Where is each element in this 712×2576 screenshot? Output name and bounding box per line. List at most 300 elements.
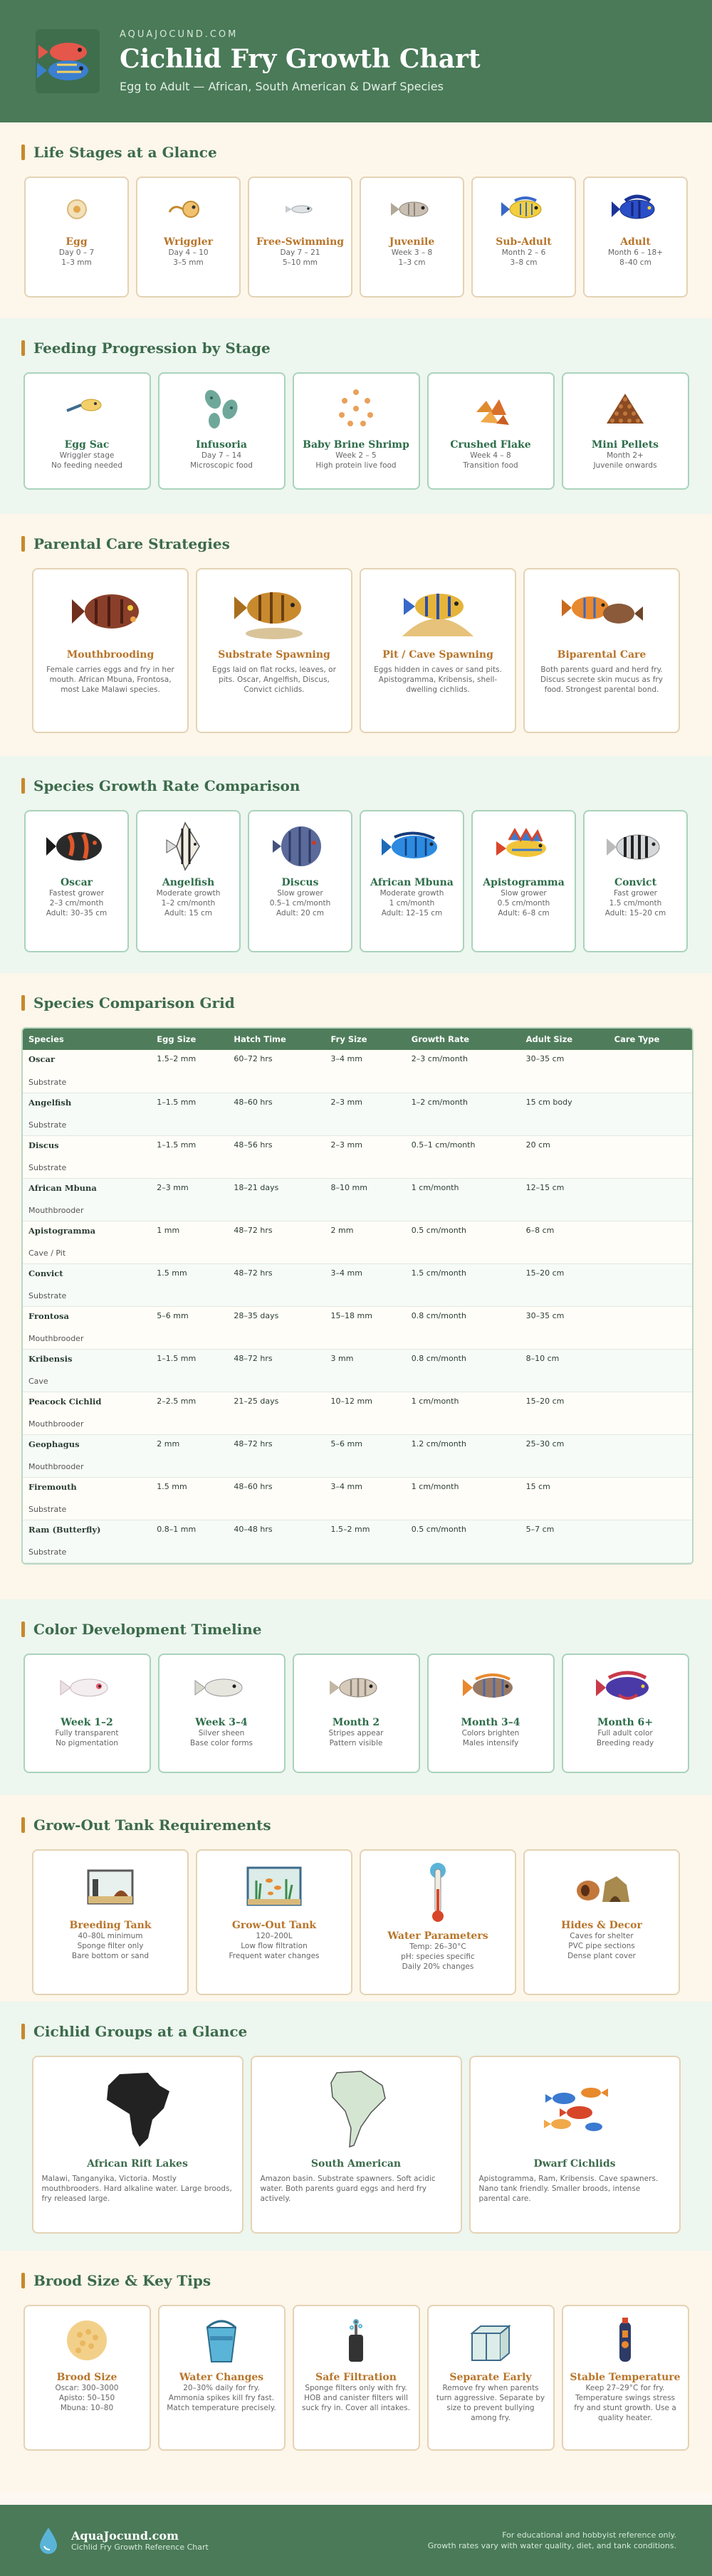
table-cell: 0.8 cm/month xyxy=(406,1349,520,1370)
growout-tank-icon xyxy=(242,1861,306,1914)
care-description: Both parents guard and herd fry. Discus secrete skin mucus as fry food. Strongest parental bond. xyxy=(540,666,663,694)
tip-line: among fry. xyxy=(471,2414,511,2422)
section-title: Species Comparison Grid xyxy=(33,994,235,1011)
feeding-name: Infusoria xyxy=(196,439,247,451)
adult-fish-icon xyxy=(611,188,661,231)
feeding-note: High protein live food xyxy=(315,461,397,470)
species-card-angelfish xyxy=(136,810,241,952)
table-row xyxy=(23,1263,693,1285)
stage-time: Month 2 – 6 xyxy=(501,248,546,257)
care-card-cave-spawning xyxy=(360,568,516,733)
column-header: Adult Size xyxy=(520,1029,609,1050)
egg-cluster-icon xyxy=(58,2316,115,2366)
species-cell: Frontosa xyxy=(23,1306,151,1328)
tank-line: Caves for shelter xyxy=(570,1932,634,1940)
table-row-detail xyxy=(23,1071,693,1093)
tank-line: Dense plant cover xyxy=(567,1952,636,1960)
care-type-cell: Cave / Pit xyxy=(23,1242,693,1263)
feeding-time: Wriggler stage xyxy=(59,451,115,460)
care-type-cell: Substrate xyxy=(23,1114,693,1135)
stage-name: Adult xyxy=(620,236,651,248)
tank-line: Temp: 26–30°C xyxy=(409,1942,466,1951)
species-cell: Firemouth xyxy=(23,1477,151,1498)
tank-card-hides-decor xyxy=(523,1849,680,1995)
species-card-discus xyxy=(248,810,352,952)
table-cell: 60–72 hrs xyxy=(228,1050,325,1071)
table-row-detail xyxy=(23,1285,693,1306)
feeding-time: Week 4 – 8 xyxy=(470,451,511,460)
species-growth-rate: 1–2 cm/month xyxy=(161,899,216,908)
group-description: Apistogramma, Ram, Kribensis. Cave spawners. Nano tank friendly. Smaller broods, intense parental care. xyxy=(478,2175,659,2203)
care-name: Biparental Care xyxy=(557,649,646,661)
feeding-card-egg-sac xyxy=(23,372,151,490)
care-type-cell: Mouthbrooder xyxy=(23,1413,693,1434)
table-cell: 30–35 cm xyxy=(520,1050,609,1071)
species-growth-rate: 0.5–1 cm/month xyxy=(269,899,331,908)
care-type-cell: Cave xyxy=(23,1370,693,1392)
species-adult-size: Adult: 12–15 cm xyxy=(381,909,443,918)
species-growth-label: Moderate growth xyxy=(156,889,221,898)
table-cell: 10–12 mm xyxy=(325,1392,406,1413)
table-cell: 1–2 cm/month xyxy=(406,1093,520,1114)
stage-card-free-swimming xyxy=(248,177,352,298)
care-card-substrate-spawning xyxy=(196,568,352,733)
tip-name: Stable Temperature xyxy=(570,2372,681,2383)
table-cell xyxy=(609,1392,693,1413)
species-growth-label: Slow grower xyxy=(501,889,547,898)
table-row-detail xyxy=(23,1370,693,1392)
color-stage-line: No pigmentation xyxy=(56,1739,118,1747)
full-color-adult-icon xyxy=(593,1665,657,1711)
tank-line: 40–80L minimum xyxy=(78,1932,143,1940)
tip-line: quality heater. xyxy=(597,2414,653,2422)
transparent-fry-icon xyxy=(55,1665,119,1711)
table-cell: 3 mm xyxy=(325,1349,406,1370)
tank-card-breeding xyxy=(32,1849,189,1995)
care-description: Eggs laid on flat rocks, leaves, or pits. Oscar, Angelfish, Discus, Convict cichlids. xyxy=(212,666,336,694)
table-cell xyxy=(609,1477,693,1498)
feeding-name: Mini Pellets xyxy=(591,439,659,451)
table-row-detail xyxy=(23,1498,693,1520)
table-cell: 1.5 mm xyxy=(151,1263,228,1285)
table-row xyxy=(23,1050,693,1071)
tip-line: size to prevent bullying xyxy=(446,2404,535,2412)
section-title: Cichlid Groups at a Glance xyxy=(33,2023,248,2040)
stage-card-egg xyxy=(24,177,129,298)
tip-line: Sponge filters only with fry. xyxy=(305,2384,407,2392)
column-header: Care Type xyxy=(609,1029,693,1050)
species-adult-size: Adult: 30–35 cm xyxy=(46,909,108,918)
care-name: Substrate Spawning xyxy=(218,649,330,661)
table-row-detail xyxy=(23,1413,693,1434)
table-cell: 48–72 hrs xyxy=(228,1349,325,1370)
species-cell: Angelfish xyxy=(23,1093,151,1114)
species-growth-rate: 2–3 cm/month xyxy=(49,899,104,908)
group-name: Dwarf Cichlids xyxy=(533,2158,616,2170)
table-cell: 15 cm xyxy=(520,1477,609,1498)
tip-line: Temperature swings stress xyxy=(575,2394,676,2402)
table-cell: 0.8–1 mm xyxy=(151,1520,228,1541)
tank-line: Sponge filter only xyxy=(77,1942,144,1950)
table-cell: 1.5 cm/month xyxy=(406,1263,520,1285)
stage-name: Wriggler xyxy=(164,236,213,248)
table-row xyxy=(23,1434,693,1456)
species-name: Apistogramma xyxy=(483,877,565,888)
stage-time: Month 6 – 18+ xyxy=(607,248,663,257)
species-name: African Mbuna xyxy=(370,877,454,888)
tank-line: Frequent water changes xyxy=(229,1952,320,1960)
page-subtitle: Egg to Adult — African, South American & Dwarf Species xyxy=(120,80,444,93)
species-name: Convict xyxy=(614,877,657,888)
tank-name: Breeding Tank xyxy=(69,1920,152,1931)
care-card-mouthbrooding xyxy=(32,568,189,733)
table-cell: 1.2 cm/month xyxy=(406,1434,520,1456)
tank-name: Water Parameters xyxy=(387,1930,488,1942)
column-header: Fry Size xyxy=(325,1029,406,1050)
tip-name: Safe Filtration xyxy=(315,2372,397,2383)
table-cell: 2–3 cm/month xyxy=(406,1050,520,1071)
table-cell: 1–1.5 mm xyxy=(151,1093,228,1114)
tank-name: Hides & Decor xyxy=(561,1920,642,1931)
color-card-week-3-4 xyxy=(158,1654,286,1773)
table-cell: 30–35 cm xyxy=(520,1306,609,1328)
stage-size: 3–8 cm xyxy=(510,258,538,267)
table-cell: 15–20 cm xyxy=(520,1392,609,1413)
tank-card-water-parameters xyxy=(360,1849,516,1995)
feeding-section xyxy=(0,318,712,514)
color-stage-name: Month 3–4 xyxy=(461,1717,520,1728)
table-cell xyxy=(609,1093,693,1114)
color-stage-line: Stripes appear xyxy=(328,1729,384,1738)
table-row-detail xyxy=(23,1242,693,1263)
table-row xyxy=(23,1477,693,1498)
species-card-african-mbuna xyxy=(360,810,464,952)
feeding-name: Crushed Flake xyxy=(450,439,531,451)
care-type-cell: Substrate xyxy=(23,1071,693,1093)
group-description: Amazon basin. Substrate spawners. Soft acidic water. Both parents guard eggs and herd fry actively. xyxy=(260,2175,436,2203)
color-stage-name: Month 6+ xyxy=(597,1717,653,1728)
section-title: Species Growth Rate Comparison xyxy=(33,777,300,794)
footer-logo[interactable]: AquaJocund.com xyxy=(71,2529,179,2543)
section-title: Brood Size & Key Tips xyxy=(33,2272,211,2289)
color-card-month-3-4 xyxy=(427,1654,555,1773)
table-row-detail xyxy=(23,1199,693,1221)
table-cell: 48–72 hrs xyxy=(228,1434,325,1456)
table-cell: 48–60 hrs xyxy=(228,1093,325,1114)
feeding-note: No feeding needed xyxy=(51,461,122,470)
tip-line: HOB and canister filters will xyxy=(304,2394,408,2402)
table-cell: 2–3 mm xyxy=(151,1178,228,1199)
species-growth-rate: 1.5 cm/month xyxy=(609,899,662,908)
tank-divider-icon xyxy=(462,2316,519,2366)
wriggler-icon xyxy=(164,188,214,231)
section-title: Feeding Progression by Stage xyxy=(33,340,271,357)
species-growth-label: Fast grower xyxy=(614,889,657,898)
color-stage-name: Week 3–4 xyxy=(195,1717,248,1728)
tip-line: fry and stunt growth. Use a xyxy=(574,2404,676,2412)
care-card-biparental xyxy=(523,568,680,733)
table-cell: 15 cm body xyxy=(520,1093,609,1114)
table-cell: 2 mm xyxy=(325,1221,406,1242)
table-cell: 2–3 mm xyxy=(325,1093,406,1114)
table-cell: 2–2.5 mm xyxy=(151,1392,228,1413)
species-cell: Oscar xyxy=(23,1050,151,1071)
table-cell xyxy=(609,1221,693,1242)
stage-size: 8–40 cm xyxy=(619,258,651,267)
table-cell xyxy=(609,1349,693,1370)
table-cell: 48–56 hrs xyxy=(228,1135,325,1157)
feeding-note: Microscopic food xyxy=(190,461,253,470)
table-cell: 15–20 cm xyxy=(520,1263,609,1285)
table-row xyxy=(23,1221,693,1242)
species-cell: Kribensis xyxy=(23,1349,151,1370)
column-header: Hatch Time xyxy=(228,1029,325,1050)
table-cell: 5–6 mm xyxy=(151,1306,228,1328)
care-description: Eggs hidden in caves or sand pits. Apistogramma, Kribensis, shell-dwelling cichlids. xyxy=(374,666,502,694)
table-cell: 1 cm/month xyxy=(406,1392,520,1413)
tank-line: Bare bottom or sand xyxy=(71,1952,150,1960)
color-stage-line: Fully transparent xyxy=(55,1729,119,1738)
care-type-cell: Substrate xyxy=(23,1498,693,1520)
table-cell: 3–4 mm xyxy=(325,1477,406,1498)
table-cell: 2 mm xyxy=(151,1434,228,1456)
table-row xyxy=(23,1135,693,1157)
convict-fish-icon xyxy=(604,821,668,871)
life-stages-section xyxy=(0,122,712,318)
table-cell: 48–72 hrs xyxy=(228,1221,325,1242)
color-card-month-2 xyxy=(293,1654,420,1773)
tip-line: Oscar: 300–3000 xyxy=(55,2384,119,2392)
color-stage-name: Month 2 xyxy=(332,1717,380,1728)
color-stage-line: Colors brighten xyxy=(461,1729,520,1738)
table-cell: 0.5 cm/month xyxy=(406,1221,520,1242)
cichlid-logo-icon xyxy=(36,29,100,93)
table-cell xyxy=(609,1306,693,1328)
feeding-time: Day 7 – 14 xyxy=(201,451,242,460)
striped-juvenile-icon xyxy=(324,1665,388,1711)
table-cell: 18–21 days xyxy=(228,1178,325,1199)
angelfish-icon xyxy=(157,821,221,871)
table-cell: 21–25 days xyxy=(228,1392,325,1413)
table-cell: 8–10 cm xyxy=(520,1349,609,1370)
species-growth-label: Slow grower xyxy=(277,889,323,898)
group-card-dwarf-cichlids xyxy=(469,2056,681,2234)
care-type-cell: Mouthbrooder xyxy=(23,1328,693,1349)
stage-name: Juvenile xyxy=(389,236,435,248)
color-stage-line: Silver sheen xyxy=(198,1729,245,1738)
section-title: Grow-Out Tank Requirements xyxy=(33,1817,271,1834)
color-timeline-section xyxy=(0,1599,712,1795)
table-cell: 8–10 mm xyxy=(325,1178,406,1199)
stage-time: Week 3 – 8 xyxy=(391,248,433,257)
tank-line: PVC pipe sections xyxy=(568,1942,635,1950)
feeding-time: Month 2+ xyxy=(607,451,644,460)
feeding-card-brine-shrimp xyxy=(293,372,420,490)
comparison-grid-section xyxy=(0,973,712,1599)
feeding-note: Juvenile onwards xyxy=(593,461,657,470)
species-cell: Peacock Cichlid xyxy=(23,1392,151,1413)
table-cell: 0.5–1 cm/month xyxy=(406,1135,520,1157)
tank-name: Grow-Out Tank xyxy=(231,1920,317,1931)
table-row-detail xyxy=(23,1541,693,1562)
stage-name: Sub-Adult xyxy=(496,236,552,248)
stage-time: Day 7 – 21 xyxy=(280,248,320,257)
egg-icon xyxy=(52,188,102,231)
species-cell: Discus xyxy=(23,1135,151,1157)
table-header-row xyxy=(23,1029,693,1050)
table-cell: 48–72 hrs xyxy=(228,1263,325,1285)
feeding-card-mini-pellets xyxy=(562,372,689,490)
table-row xyxy=(23,1093,693,1114)
section-title: Life Stages at a Glance xyxy=(33,144,217,161)
heater-icon xyxy=(597,2316,654,2366)
brood-tips-section xyxy=(0,2251,712,2493)
biparental-fish-icon xyxy=(559,579,644,643)
stage-time: Day 4 – 10 xyxy=(168,248,209,257)
species-name: Oscar xyxy=(60,877,93,888)
dwarf-cichlids-icon xyxy=(535,2067,614,2152)
thermometer-icon xyxy=(406,1861,470,1925)
feeding-card-crushed-flake xyxy=(427,372,555,490)
bucket-icon xyxy=(193,2316,250,2366)
pellets-icon xyxy=(597,384,654,433)
column-header: Growth Rate xyxy=(406,1029,520,1050)
color-stage-line: Pattern visible xyxy=(329,1739,383,1747)
table-cell: 1 cm/month xyxy=(406,1178,520,1199)
stage-card-wriggler xyxy=(136,177,241,298)
table-cell: 6–8 cm xyxy=(520,1221,609,1242)
species-cell: African Mbuna xyxy=(23,1178,151,1199)
table-row-detail xyxy=(23,1114,693,1135)
table-cell: 48–60 hrs xyxy=(228,1477,325,1498)
africa-map-icon xyxy=(98,2067,177,2152)
tip-name: Water Changes xyxy=(179,2372,264,2383)
fry-icon xyxy=(276,188,325,231)
stage-card-sub-adult xyxy=(471,177,576,298)
tip-line: suck fry in. Cover all intakes. xyxy=(302,2404,410,2412)
oscar-fish-icon xyxy=(45,821,109,871)
sponge-filter-icon xyxy=(328,2316,384,2366)
care-type-cell: Substrate xyxy=(23,1541,693,1562)
care-name: Pit / Cave Spawning xyxy=(382,649,493,661)
stage-name: Egg xyxy=(66,236,88,248)
table-row-detail xyxy=(23,1157,693,1178)
table-cell: 1–1.5 mm xyxy=(151,1349,228,1370)
egg-sac-icon xyxy=(58,384,115,433)
table-cell: 3–4 mm xyxy=(325,1263,406,1285)
mbuna-fish-icon xyxy=(380,821,444,871)
species-adult-size: Adult: 20 cm xyxy=(276,909,324,918)
tip-card-brood-size xyxy=(23,2305,151,2451)
mouthbrooder-fish-icon xyxy=(68,579,153,643)
species-card-oscar xyxy=(24,810,129,952)
brand-name: AQUAJOCUND.COM xyxy=(120,29,239,40)
color-stage-name: Week 1–2 xyxy=(61,1717,113,1728)
tip-card-separate-early xyxy=(427,2305,555,2451)
care-type-cell: Substrate xyxy=(23,1157,693,1178)
tank-requirements-section xyxy=(0,1795,712,2002)
cave-decor-icon xyxy=(570,1861,634,1914)
table-cell xyxy=(609,1050,693,1071)
group-name: South American xyxy=(310,2158,402,2170)
table-cell xyxy=(609,1434,693,1456)
species-name: Angelfish xyxy=(162,877,215,888)
cichlid-groups-section xyxy=(0,2002,712,2251)
table-row xyxy=(23,1392,693,1413)
tip-name: Separate Early xyxy=(449,2372,532,2383)
color-stage-line: Base color forms xyxy=(189,1739,253,1747)
table-cell: 1.5 mm xyxy=(151,1477,228,1498)
stage-size: 3–5 mm xyxy=(173,258,204,267)
colored-subadult-icon xyxy=(459,1665,523,1711)
cave-spawner-icon xyxy=(395,579,481,643)
tip-card-safe-filtration xyxy=(293,2305,420,2451)
table-cell xyxy=(609,1178,693,1199)
tip-card-stable-temperature xyxy=(562,2305,689,2451)
stage-size: 5–10 mm xyxy=(282,258,318,267)
care-type-cell: Substrate xyxy=(23,1285,693,1306)
flake-food-icon xyxy=(462,384,519,433)
stage-size: 1–3 cm xyxy=(398,258,426,267)
table-cell: 3–4 mm xyxy=(325,1050,406,1071)
column-header: Egg Size xyxy=(151,1029,228,1050)
page-header xyxy=(0,0,712,122)
tank-card-growout xyxy=(196,1849,352,1995)
species-growth-rate: 1 cm/month xyxy=(389,899,435,908)
page-title: Cichlid Fry Growth Chart xyxy=(120,44,481,74)
footer-note: Growth rates vary with water quality, diet, and tank conditions. xyxy=(427,2541,676,2550)
table-cell: 25–30 cm xyxy=(520,1434,609,1456)
page-footer xyxy=(0,2505,712,2576)
section-title: Parental Care Strategies xyxy=(33,535,230,552)
discus-fish-icon xyxy=(268,821,333,871)
species-cell: Ram (Butterfly) xyxy=(23,1520,151,1541)
color-stage-line: Males intensify xyxy=(462,1739,519,1747)
breeding-tank-icon xyxy=(78,1861,142,1914)
species-growth-label: Fastest grower xyxy=(48,889,105,898)
table-cell xyxy=(609,1263,693,1285)
tank-line: pH: species specific xyxy=(401,1952,475,1961)
species-growth-section xyxy=(0,756,712,973)
species-growth-rate: 0.5 cm/month xyxy=(497,899,550,908)
stage-time: Day 0 – 7 xyxy=(58,248,95,257)
group-card-african-rift-lakes xyxy=(32,2056,244,2234)
footer-subtitle: Cichlid Fry Growth Reference Chart xyxy=(71,2543,209,2552)
species-cell: Geophagus xyxy=(23,1434,151,1456)
care-type-cell: Mouthbrooder xyxy=(23,1456,693,1477)
subadult-fish-icon xyxy=(499,188,549,231)
tank-line: 120–200L xyxy=(256,1932,293,1940)
table-row-detail xyxy=(23,1456,693,1477)
table-cell: 1–1.5 mm xyxy=(151,1135,228,1157)
footer-disclaimer: For educational and hobbyist reference only. xyxy=(502,2530,676,2540)
species-adult-size: Adult: 6–8 cm xyxy=(498,909,550,918)
table-cell: 15–18 mm xyxy=(325,1306,406,1328)
color-card-month-6 xyxy=(562,1654,689,1773)
table-cell: 5–7 cm xyxy=(520,1520,609,1541)
stage-card-juvenile xyxy=(360,177,464,298)
feeding-note: Transition food xyxy=(463,461,518,470)
south-america-map-icon xyxy=(317,2067,395,2152)
tank-line: Daily 20% changes xyxy=(402,1962,474,1971)
species-comparison-table xyxy=(23,1029,693,1563)
table-row xyxy=(23,1520,693,1541)
brine-shrimp-icon xyxy=(328,384,384,433)
species-card-convict xyxy=(583,810,688,952)
color-stage-line: Breeding ready xyxy=(596,1739,654,1747)
tip-line: Ammonia spikes kill fry fast. xyxy=(168,2394,275,2402)
table-cell: 20 cm xyxy=(520,1135,609,1157)
